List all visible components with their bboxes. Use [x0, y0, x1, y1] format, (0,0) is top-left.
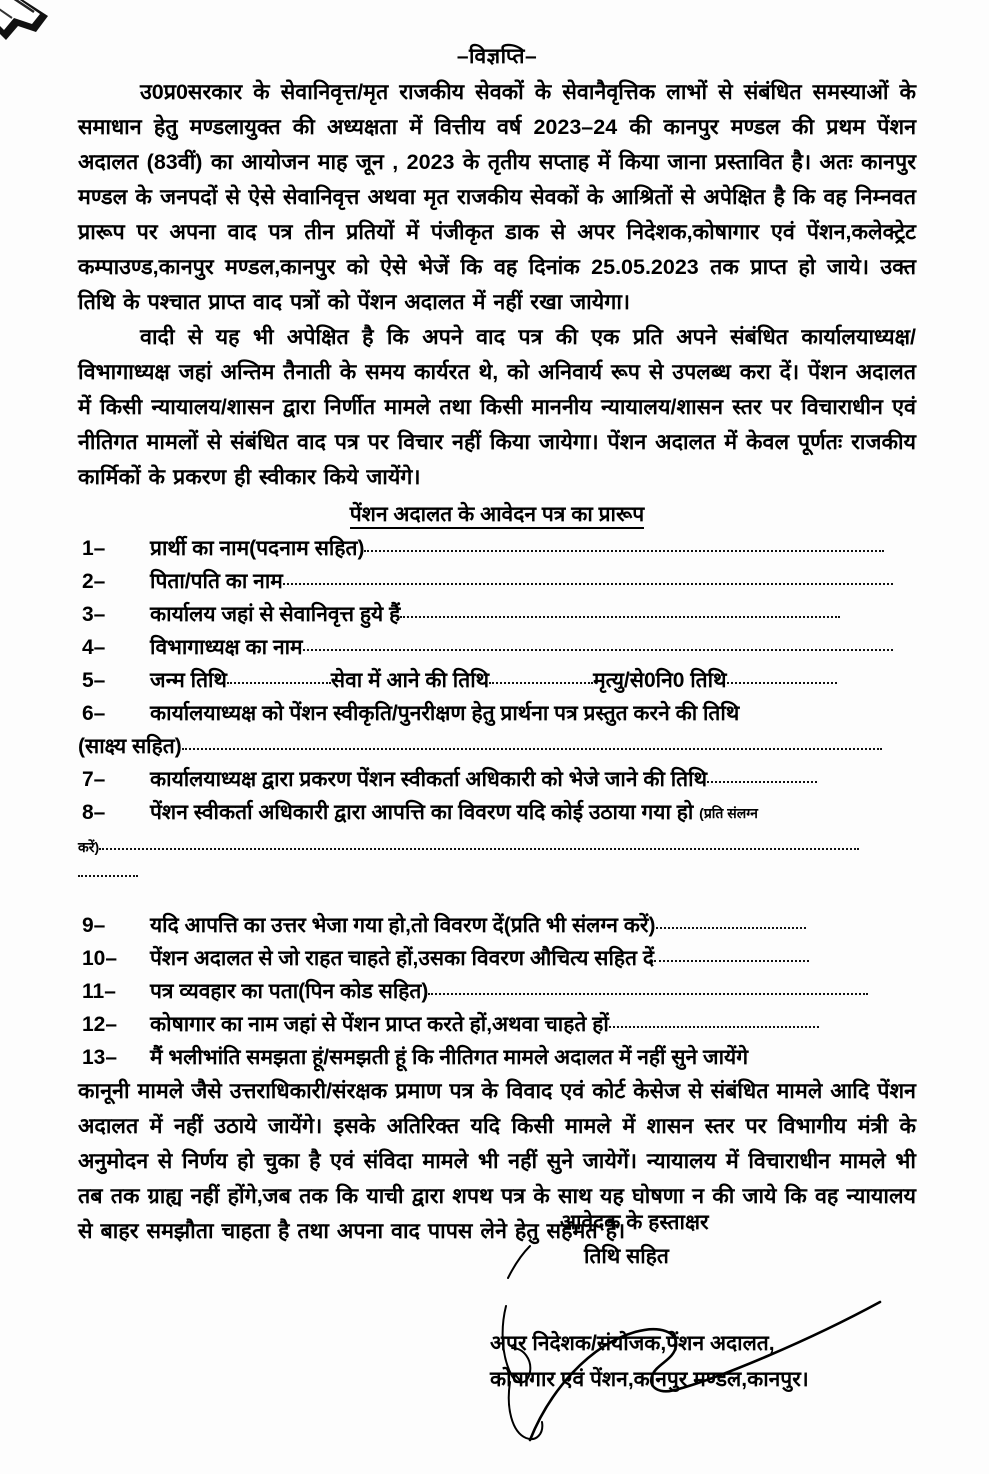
authority-line2: कोषागार एवं पेंशन,कानपुर मण्डल,कानपुर।: [490, 1368, 809, 1391]
fill-in-blank[interactable]: [78, 864, 138, 877]
item-continuation-label: (साक्ष्य सहित): [78, 734, 182, 758]
item-label: प्रार्थी का नाम(पदनाम सहित): [150, 536, 365, 560]
fill-in-blank[interactable]: [609, 1015, 819, 1028]
item-label-3: मृत्यु/से0नि0 तिथि: [593, 668, 727, 692]
applicant-signature-block: [560, 1206, 890, 1274]
item-continuation-line-tail: [78, 864, 916, 883]
list-item: [78, 664, 916, 697]
item-number: 4–: [82, 635, 106, 659]
list-item: [78, 697, 916, 730]
item-number: 1–: [82, 536, 106, 560]
item-small-note: (प्रति संलग्न: [699, 804, 758, 821]
item-number: 3–: [82, 602, 106, 626]
item-number: 5–: [82, 668, 106, 692]
paragraph-1: उ0प्र0सरकार के सेवानिवृत्त/मृत राजकीय सेवकों के सेवानैवृत्तिक लाभों से संबंधित समस्याओं के समाधान हेतु मण्डलायुक्त की अध्यक्षता में वित्तीय वर्ष 2023–24 की कानपुर मण्डल की प्रथम पेंशन अदालत (83वीं) का आयोजन माह जून , 2023 के तृतीय सप्ताह में किया जाना प्रस्तावित है। अतः कानपुर मण्डल के जनपदों से ऐसे सेवानिवृत्त अथवा मृत राजकीय सेवकों के आश्रितों से अपेक्षित है कि वह निम्नवत प्रारूप पर अपना वाद पत्र तीन प्रतियों में पंजीकृत डाक से अपर निदेशक,कोषागार एवं पेंशन,कलेक्ट्रेट कम्पाउण्ड,कानपुर मण्डल,कानपुर को ऐसे भेजें कि वह दिनांक 25.05.2023 तक प्राप्त हो जाये। उक्त तिथि के पश्चात प्राप्त वाद पत्रों को पेंशन अदालत में नहीं रखा जायेगा।: [78, 80, 916, 315]
page-title: –विज्ञप्ति–: [456, 45, 538, 68]
list-item: [78, 598, 916, 631]
fill-in-blank[interactable]: [283, 572, 893, 585]
item-label: कार्यालय जहां से सेवानिवृत्त हुये हैं: [150, 602, 401, 626]
item-continuation-line: [78, 730, 916, 763]
list-item: [78, 909, 916, 942]
item-number: 8–: [82, 800, 106, 824]
signature-label-line1: आवेदक के हस्ताक्षर: [560, 1211, 709, 1234]
item-number: 6–: [82, 701, 106, 725]
fill-in-blank[interactable]: [656, 916, 806, 929]
fill-in-blank[interactable]: [182, 737, 882, 750]
section-heading: [78, 501, 916, 529]
list-item: [78, 532, 916, 565]
item-label: विभागाध्यक्ष का नाम: [150, 635, 303, 659]
list-item: [78, 1041, 916, 1074]
item-label: कोषागार का नाम जहां से पेंशन प्राप्त करते हों,अथवा चाहते हों: [150, 1012, 609, 1036]
list-item: [78, 942, 916, 975]
list-item: [78, 763, 916, 796]
list-item: [78, 975, 916, 1008]
section-heading-text: पेंशन अदालत के आवेदन पत्र का प्रारूप: [350, 503, 645, 529]
item-label: कार्यालयाध्यक्ष द्वारा प्रकरण पेंशन स्वीकर्ता अधिकारी को भेजे जाने की तिथि: [150, 767, 708, 791]
scan-artifact-corner-icon: [0, 0, 64, 56]
fill-in-blank[interactable]: [707, 770, 817, 783]
fill-in-blank[interactable]: [227, 671, 331, 684]
list-item: [78, 565, 916, 598]
item-label-2: सेवा में आने की तिथि: [330, 668, 490, 692]
item-label: जन्म तिथि: [150, 668, 227, 692]
paragraph-2: वादी से यह भी अपेक्षित है कि अपने वाद पत्र की एक प्रति अपने संबंधित कार्यालयाध्यक्ष/विभागाध्यक्ष जहां अन्तिम तैनाती के समय कार्यरत थे, को अनिवार्य रूप से उपलब्ध करा दें। पेंशन अदालत में किसी न्यायालय/शासन द्वारा निर्णीत मामले तथा किसी माननीय न्यायालय/शासन स्तर पर विचाराधीन एवं नीतिगत मामलों से संबंधित वाद पत्र पर विचार नहीं किया जायेगा। पेंशन अदालत में केवल पूर्णतः राजकीय कार्मिकों के प्रकरण ही स्वीकार किये जायेंगे।: [78, 325, 916, 490]
item-number: 11–: [82, 979, 116, 1003]
item-number: 9–: [82, 913, 106, 937]
list-item: [78, 631, 916, 664]
list-item: [78, 796, 916, 830]
fill-in-blank[interactable]: [727, 671, 837, 684]
item-number: 10–: [82, 946, 118, 970]
item-continuation-line: [78, 830, 916, 864]
form-field-list: [78, 532, 916, 1074]
item-label: यदि आपत्ति का उत्तर भेजा गया हो,तो विवरण दें(प्रति भी संलग्न करें): [150, 913, 656, 937]
item-label: पत्र व्यवहार का पता(पिन कोड सहित): [150, 979, 429, 1003]
item-continuation-label: करें): [78, 838, 100, 855]
fill-in-blank[interactable]: [654, 949, 809, 962]
item-number: 2–: [82, 569, 106, 593]
fill-in-blank[interactable]: [99, 837, 859, 850]
fill-in-blank[interactable]: [428, 982, 868, 995]
fill-in-blank[interactable]: [364, 539, 884, 552]
item-label: पेंशन स्वीकर्ता अधिकारी द्वारा आपत्ति का विवरण यदि कोई उठाया गया हो: [150, 800, 694, 824]
authority-line1: अपर निदेशक/संयोजक,पेंशन अदालत,: [490, 1332, 775, 1355]
item-label: पेंशन अदालत से जो राहत चाहते हों,उसका विवरण औचित्य सहित दें: [150, 946, 655, 970]
item-label: पिता/पति का नाम: [150, 569, 283, 593]
item-13-continuation: कानूनी मामले जैसे उत्तराधिकारी/संरक्षक प्रमाण पत्र के विवाद एवं कोर्ट केसेज से संबंधित मामले आदि पेंशन अदालत में नहीं उठाये जायेंगे। इसके अतिरिक्त यदि किसी मामले में शासन स्तर पर विभागीय मंत्री के अनुमोदन से निर्णय हो चुका है एवं संविदा मामले भी नहीं सुने जायेगें। न्यायालय में विचाराधीन मामले भी तब तक ग्राह्य नहीं होंगे,जब तक कि याची द्वारा शपथ पत्र के साथ यह घोषणा न की जाये कि वह न्यायालय से बाहर समझौता चाहता है तथा अपना वाद पापस लेने हेतु सहमत है।: [78, 1078, 916, 1243]
issuing-authority-block: [490, 1326, 960, 1398]
item-number: 7–: [82, 767, 106, 791]
list-item: [78, 1008, 916, 1041]
document-body: [78, 44, 916, 1249]
signature-label-line2: तिथि सहित: [584, 1245, 669, 1268]
fill-in-blank[interactable]: [400, 605, 840, 618]
item-label: कार्यालयाध्यक्ष को पेंशन स्वीकृति/पुनरीक्षण हेतु प्रार्थना पत्र प्रस्तुत करने की तिथि: [150, 701, 740, 725]
fill-in-blank[interactable]: [303, 638, 893, 651]
spacer: [78, 883, 916, 909]
fill-in-blank[interactable]: [489, 671, 593, 684]
item-number: 12–: [82, 1012, 118, 1036]
item-number: 13–: [82, 1045, 118, 1069]
item-label: मैं भलीभांति समझता हूं/समझती हूं कि नीतिगत मामले अदालत में नहीं सुने जायेंगे: [150, 1045, 749, 1069]
